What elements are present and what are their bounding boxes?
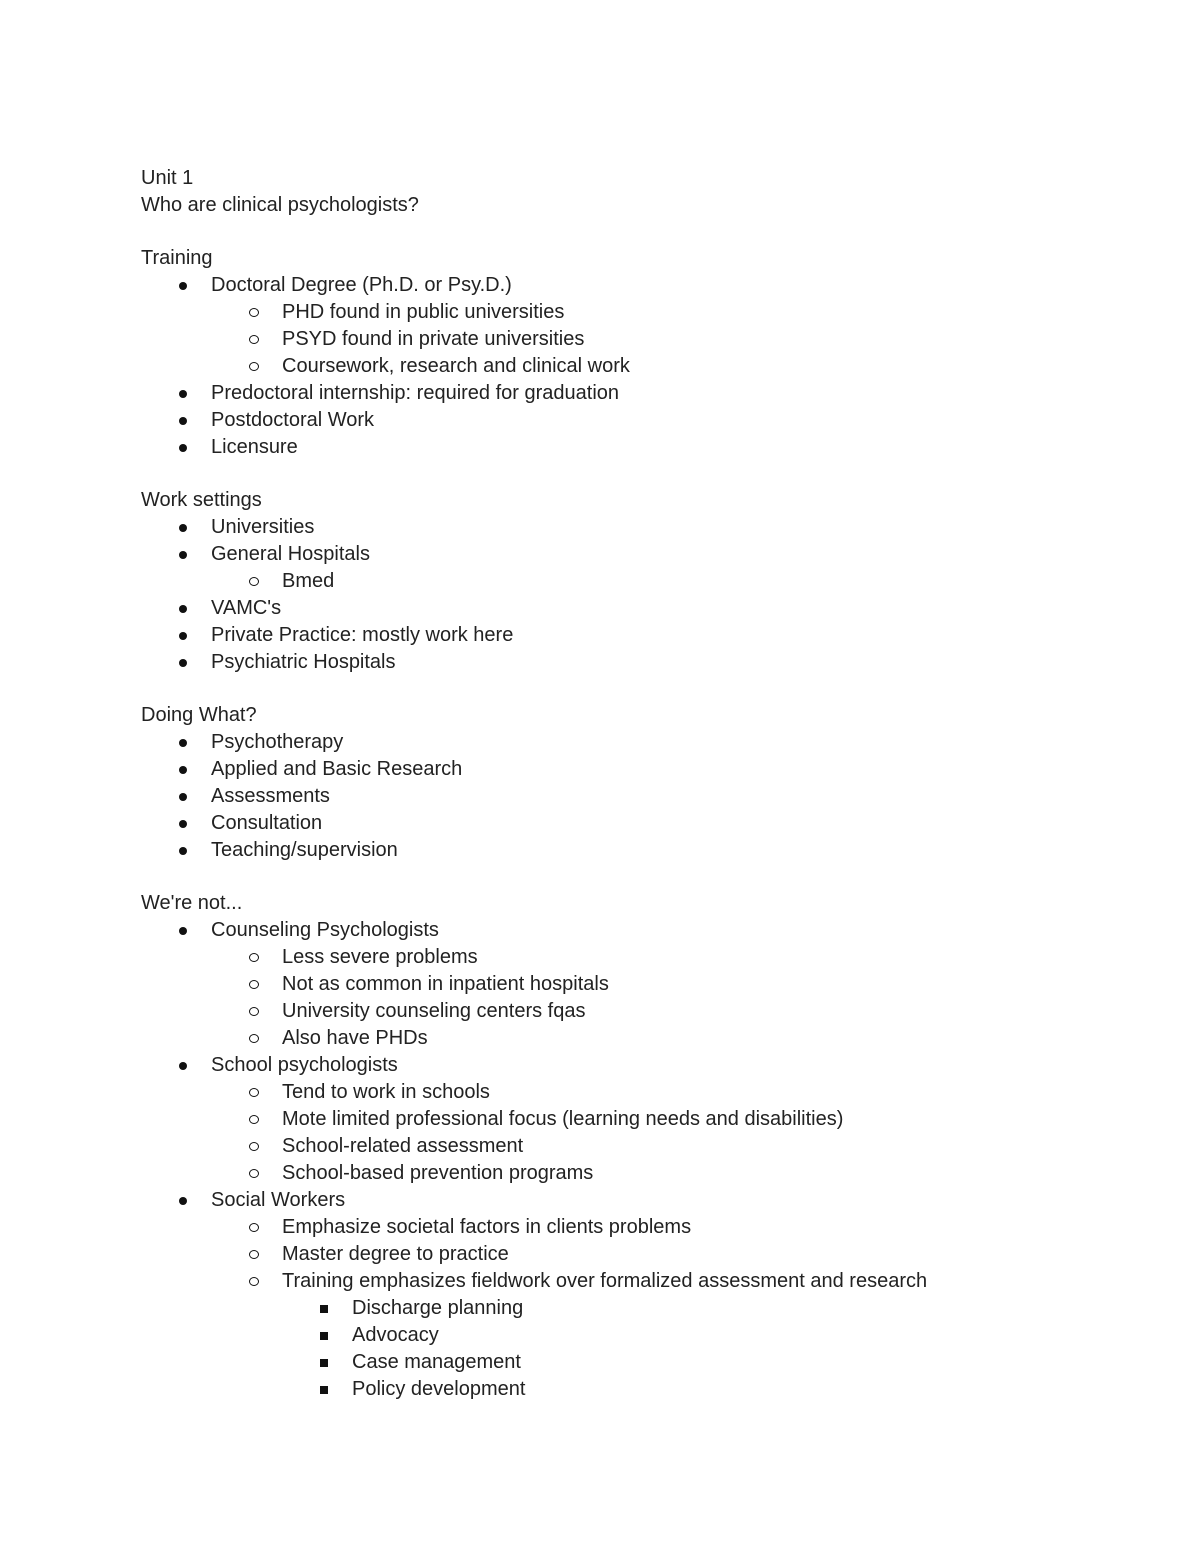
list-item	[141, 729, 1141, 756]
list-item	[141, 971, 1141, 998]
list-item	[141, 1106, 1141, 1133]
disc-bullet-icon	[175, 649, 191, 676]
list-item	[141, 353, 1141, 380]
list-item	[141, 756, 1141, 783]
disc-bullet-icon	[175, 272, 191, 299]
list-item	[141, 837, 1141, 864]
list-item-text: Discharge planning	[352, 1297, 524, 1319]
disc-bullet-icon	[175, 514, 191, 541]
list-item-text: Licensure	[211, 436, 298, 458]
section-heading: Doing What?	[141, 704, 257, 726]
list-item-text: Case management	[352, 1351, 521, 1373]
list-item-text: Master degree to practice	[282, 1243, 509, 1265]
list-item	[141, 514, 1141, 541]
blank-line	[141, 461, 1141, 487]
list-item-text: School-related assessment	[282, 1135, 524, 1157]
list-item	[141, 1187, 1141, 1214]
circle-bullet-icon	[246, 1025, 262, 1052]
square-bullet-icon	[316, 1322, 332, 1349]
blank-line	[141, 864, 1141, 890]
circle-bullet-icon	[246, 1160, 262, 1187]
list-item-text: Also have PHDs	[282, 1027, 428, 1049]
list-item-text: Counseling Psychologists	[211, 919, 439, 941]
circle-bullet-icon	[246, 1133, 262, 1160]
square-bullet-icon	[316, 1349, 332, 1376]
list-item-text: Postdoctoral Work	[211, 409, 375, 431]
disc-bullet-icon	[175, 1187, 191, 1214]
list-item	[141, 541, 1141, 568]
list-item-text: Emphasize societal factors in clients problems	[282, 1216, 692, 1238]
circle-bullet-icon	[246, 971, 262, 998]
list-item	[141, 1349, 1141, 1376]
list-item-text: VAMC's	[211, 597, 282, 619]
circle-bullet-icon	[246, 353, 262, 380]
list-item-text: General Hospitals	[211, 543, 370, 565]
list-item	[141, 434, 1141, 461]
doc-subtitle: Who are clinical psychologists?	[141, 194, 419, 216]
circle-bullet-icon	[246, 1241, 262, 1268]
list-item	[141, 1025, 1141, 1052]
list-item-text: PSYD found in private universities	[282, 328, 585, 350]
section-heading: Work settings	[141, 489, 262, 511]
square-bullet-icon	[316, 1295, 332, 1322]
list-item	[141, 299, 1141, 326]
list-item	[141, 998, 1141, 1025]
list-item	[141, 1376, 1141, 1403]
disc-bullet-icon	[175, 1052, 191, 1079]
blank-line	[141, 219, 1141, 245]
list-item-text: Predoctoral internship: required for graduation	[211, 382, 620, 404]
list-item-text: Consultation	[211, 812, 323, 834]
list-item-text: Policy development	[352, 1378, 526, 1400]
disc-bullet-icon	[175, 917, 191, 944]
list-item	[141, 1160, 1141, 1187]
list-item	[141, 1295, 1141, 1322]
circle-bullet-icon	[246, 1079, 262, 1106]
disc-bullet-icon	[175, 541, 191, 568]
list-item-text: Coursework, research and clinical work	[282, 355, 630, 377]
disc-bullet-icon	[175, 810, 191, 837]
document-body	[141, 219, 1141, 1403]
circle-bullet-icon	[246, 944, 262, 971]
disc-bullet-icon	[175, 783, 191, 810]
list-item-text: University counseling centers fqas	[282, 1000, 586, 1022]
list-item-text: Assessments	[211, 785, 330, 807]
list-item	[141, 380, 1141, 407]
disc-bullet-icon	[175, 729, 191, 756]
disc-bullet-icon	[175, 380, 191, 407]
list-item	[141, 1133, 1141, 1160]
list-item-text: Tend to work in schools	[282, 1081, 490, 1103]
list-item-text: Private Practice: mostly work here	[211, 624, 514, 646]
list-item-text: Universities	[211, 516, 315, 538]
list-item	[141, 783, 1141, 810]
circle-bullet-icon	[246, 326, 262, 353]
list-item-text: Mote limited professional focus (learning needs and disabilities)	[282, 1108, 844, 1130]
list-item	[141, 1322, 1141, 1349]
circle-bullet-icon	[246, 1106, 262, 1133]
disc-bullet-icon	[175, 756, 191, 783]
list-item-text: Not as common in inpatient hospitals	[282, 973, 609, 995]
list-item	[141, 1052, 1141, 1079]
list-item	[141, 944, 1141, 971]
document-page	[141, 165, 1141, 1403]
list-item-text: Advocacy	[352, 1324, 439, 1346]
list-item	[141, 595, 1141, 622]
circle-bullet-icon	[246, 299, 262, 326]
list-item-text: School-based prevention programs	[282, 1162, 594, 1184]
list-item	[141, 1241, 1141, 1268]
list-item	[141, 407, 1141, 434]
list-item-text: Psychotherapy	[211, 731, 344, 753]
list-item-text: Training emphasizes fieldwork over formalized assessment and research	[282, 1270, 928, 1292]
circle-bullet-icon	[246, 568, 262, 595]
list-item-text: Psychiatric Hospitals	[211, 651, 396, 673]
list-item	[141, 622, 1141, 649]
list-item-text: Teaching/supervision	[211, 839, 398, 861]
disc-bullet-icon	[175, 837, 191, 864]
list-item-text: Doctoral Degree (Ph.D. or Psy.D.)	[211, 274, 512, 296]
doc-title: Unit 1	[141, 167, 194, 189]
section-heading: We're not...	[141, 892, 243, 914]
section-heading: Training	[141, 247, 213, 269]
list-item	[141, 1268, 1141, 1295]
list-item	[141, 1079, 1141, 1106]
list-item-text: PHD found in public universities	[282, 301, 565, 323]
circle-bullet-icon	[246, 1214, 262, 1241]
disc-bullet-icon	[175, 407, 191, 434]
blank-line	[141, 676, 1141, 702]
list-item-text: School psychologists	[211, 1054, 398, 1076]
list-item-text: Less severe problems	[282, 946, 478, 968]
list-item-text: Bmed	[282, 570, 335, 592]
list-item-text: Social Workers	[211, 1189, 346, 1211]
circle-bullet-icon	[246, 1268, 262, 1295]
list-item	[141, 917, 1141, 944]
square-bullet-icon	[316, 1376, 332, 1403]
list-item	[141, 649, 1141, 676]
list-item	[141, 810, 1141, 837]
list-item	[141, 326, 1141, 353]
disc-bullet-icon	[175, 622, 191, 649]
list-item-text: Applied and Basic Research	[211, 758, 463, 780]
disc-bullet-icon	[175, 595, 191, 622]
list-item	[141, 1214, 1141, 1241]
list-item	[141, 272, 1141, 299]
list-item	[141, 568, 1141, 595]
circle-bullet-icon	[246, 998, 262, 1025]
disc-bullet-icon	[175, 434, 191, 461]
